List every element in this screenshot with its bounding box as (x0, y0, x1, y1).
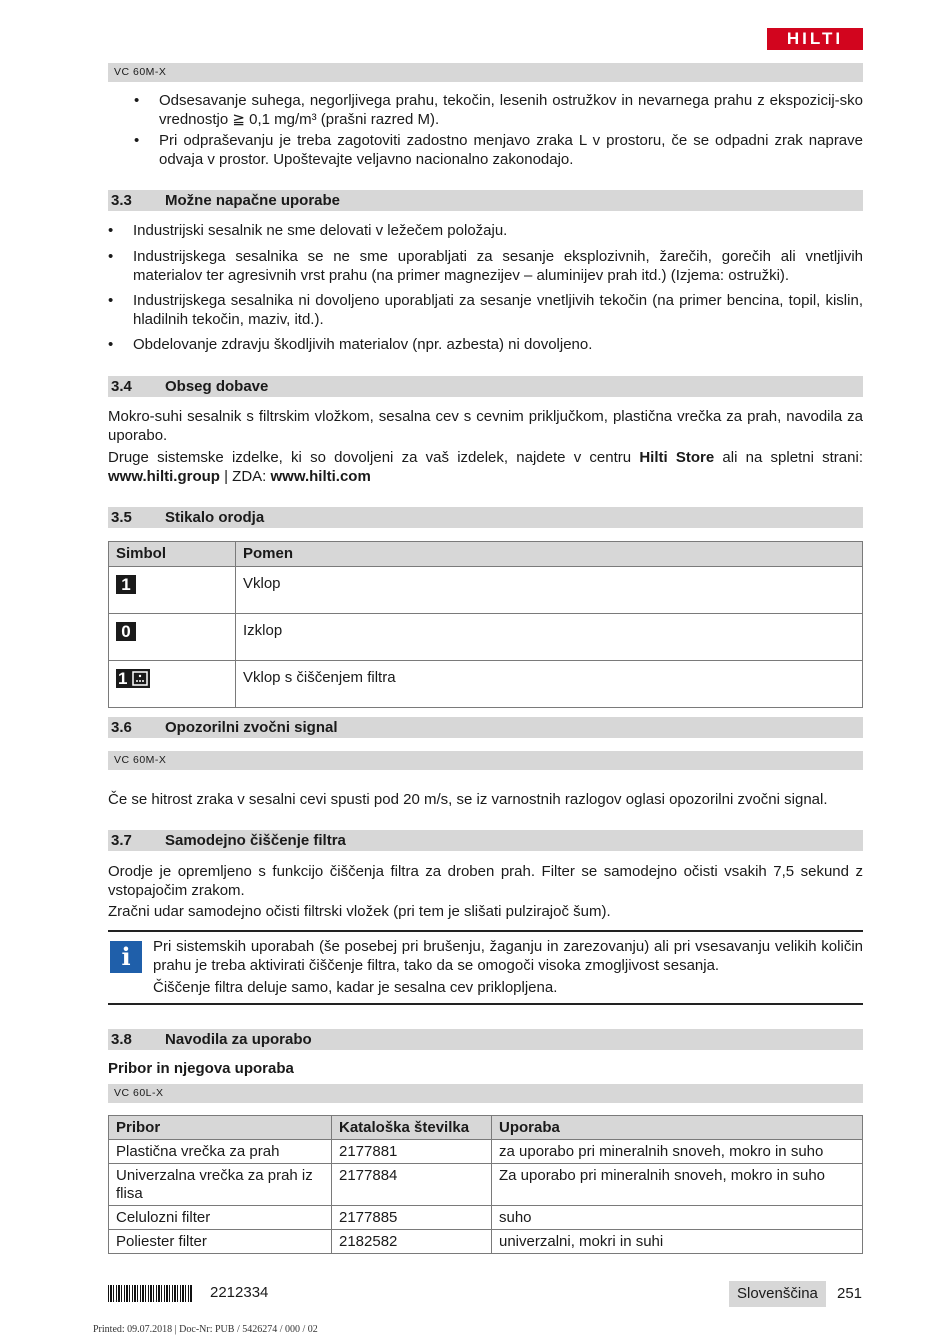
table-cell: univerzalni, mokri in suhi (492, 1230, 863, 1254)
section-title: Stikalo orodja (165, 509, 265, 526)
column-header: Pribor (109, 1116, 332, 1140)
section-heading-3-5 (108, 507, 863, 528)
bullet-icon: • (134, 92, 140, 109)
on-with-filter-cleaning-icon: 1 (116, 669, 150, 688)
page-number: 251 (837, 1285, 863, 1302)
table-header-row (109, 1116, 863, 1140)
section-title: Opozorilni zvočni signal (165, 719, 338, 736)
table-cell: 2177881 (332, 1140, 492, 1164)
table-row (109, 567, 863, 614)
off-switch-icon: 0 (116, 622, 136, 641)
section-number: 3.5 (111, 509, 132, 526)
section-heading-3-7 (108, 830, 863, 851)
section-heading-3-4 (108, 376, 863, 397)
air-pulse-text: Zračni udar samodejno očisti filtrski vložek (pri tem je slišati pulzirajoč šum). (108, 903, 611, 920)
column-header: Pomen (236, 542, 863, 567)
divider (108, 1003, 863, 1005)
section-number: 3.4 (111, 378, 132, 395)
bullet-icon: • (134, 132, 140, 149)
doc-number: 2212334 (210, 1284, 269, 1301)
list-item (108, 335, 863, 354)
table-cell: Poliester filter (109, 1230, 332, 1254)
language-label: Slovenščina (729, 1281, 826, 1307)
table-row (109, 1230, 863, 1254)
section-number: 3.3 (111, 192, 132, 209)
table-cell: Celulozni filter (109, 1206, 332, 1230)
section-heading-3-3 (108, 190, 863, 211)
table-row (109, 1164, 863, 1206)
table-cell: 2177884 (332, 1164, 492, 1206)
info-icon: i (110, 941, 142, 973)
section-title: Samodejno čiščenje filtra (165, 832, 346, 849)
list-item (108, 247, 863, 285)
hilti-store-label: Hilti Store (639, 449, 715, 466)
hilti-logo: HILTI (767, 28, 863, 50)
bullet-icon: • (108, 222, 114, 239)
column-header: Kataloška številka (332, 1116, 492, 1140)
section-heading-3-8 (108, 1029, 863, 1050)
hilti-com-link[interactable]: www.hilti.com (270, 468, 371, 485)
model-bar: VC 60M-X (108, 63, 863, 82)
table-row (109, 661, 863, 708)
bullet-text: Odsesavanje suhega, negorljivega prahu, tekočin, lesenih ostružkov in nevarnega prahu z ekspozicij-sko vrednostjo ≧ 0,1 mg/m³ (prašni razred M). (159, 92, 863, 128)
system-products-text: Druge sistemske izdelke, ki so dovoljeni za vaš izdelek, najdete v centru Hilti Store ali na spletni strani: www.hilti.group | ZDA: www.hilti.com (108, 449, 863, 485)
bullet-text: Industrijskega sesalnika se ne sme uporabljati za sesanje eksplozivnih, žarečih, gorečih ali vnetljivih materialov ter agresivnih vrst prahu (na primer magnezijev – aluminijev prah itd.) (Izjema: ostružki). (133, 248, 863, 284)
divider (108, 930, 863, 932)
section-number: 3.7 (111, 832, 132, 849)
symbol-cell (109, 661, 236, 708)
section-heading-3-6 (108, 717, 863, 738)
table-cell: Plastična vrečka za prah (109, 1140, 332, 1164)
switch-table (108, 541, 863, 708)
list-item (108, 291, 863, 329)
warning-signal-text: Če se hitrost zraka v sesalni cevi spusti pod 20 m/s, se iz varnostnih razlogov oglasi opozorilni zvočni signal. (108, 791, 828, 808)
section-number: 3.8 (111, 1031, 132, 1048)
meaning-cell: Vklop (236, 567, 863, 614)
table-cell: 2182582 (332, 1230, 492, 1254)
hilti-group-link[interactable]: www.hilti.group (108, 468, 220, 485)
meaning-cell: Vklop s čiščenjem filtra (236, 661, 863, 708)
info-note-text: Pri sistemskih uporabah (še posebej pri brušenju, žaganju in zarezovanju) ali pri vsesavanju velikih količin prahu je treba aktivirati čiščenje filtra, tako da se omogoči visoka zmogljivost sesanja. (153, 938, 863, 974)
table-row (109, 614, 863, 661)
filter-cleaning-text: Orodje je opremljeno s funkcijo čiščenja filtra za droben prah. Filter se samodejno očisti vsakih 7,5 sekund z vstopajočim zrakom. (108, 863, 863, 899)
model-bar: VC 60L-X (108, 1084, 863, 1103)
symbol-cell (109, 567, 236, 614)
table-row (109, 1140, 863, 1164)
bullet-icon: • (108, 248, 114, 265)
print-info: Printed: 09.07.2018 | Doc-Nr: PUB / 5426274 / 000 / 02 (93, 1324, 318, 1335)
bullet-text: Obdelovanje zdravju škodljivih materialov (npr. azbesta) ni dovoljeno. (133, 336, 593, 353)
table-row (109, 1206, 863, 1230)
accessories-table (108, 1115, 863, 1254)
table-cell: suho (492, 1206, 863, 1230)
model-bar: VC 60M-X (108, 751, 863, 770)
bullet-icon: • (108, 292, 114, 309)
table-cell: za uporabo pri mineralnih snoveh, mokro in suho (492, 1140, 863, 1164)
meaning-cell: Izklop (236, 614, 863, 661)
list-item (108, 221, 863, 240)
table-cell: 2177885 (332, 1206, 492, 1230)
table-cell: Za uporabo pri mineralnih snoveh, mokro in suho (492, 1164, 863, 1206)
column-header: Uporaba (492, 1116, 863, 1140)
column-header: Simbol (109, 542, 236, 567)
table-cell: Univerzalna vrečka za prah iz flisa (109, 1164, 332, 1206)
bullet-text: Industrijskega sesalnika ni dovoljeno uporabljati za sesanje vnetljivih tekočin (na primer bencina, topil, kislin, hladilnih tekočin, maziv, itd.). (133, 292, 863, 328)
on-switch-icon: 1 (116, 575, 136, 594)
info-note-text-2: Čiščenje filtra deluje samo, kadar je sesalna cev priklopljena. (153, 979, 558, 996)
bullet-text: Industrijski sesalnik ne sme delovati v ležečem položaju. (133, 222, 508, 239)
barcode-icon (108, 1285, 192, 1302)
subsection-title: Pribor in njegova uporaba (108, 1060, 294, 1077)
scope-of-delivery-text: Mokro-suhi sesalnik s filtrskim vložkom, sesalna cev s cevnim priključkom, plastična vrečka za prah, navodila za uporabo. (108, 408, 863, 444)
bullet-icon: • (108, 336, 114, 353)
table-header-row (109, 542, 863, 567)
section-number: 3.6 (111, 719, 132, 736)
list-item (134, 91, 863, 129)
bullet-text: Pri odpraševanju je treba zagotoviti zadostno menjavo zraka L v prostoru, če se odpadni zrak naprave odvaja v prostor. Upoštevajte veljavno nacionalno zakonodajo. (159, 132, 863, 168)
list-item (134, 131, 863, 169)
section-title: Možne napačne uporabe (165, 192, 341, 209)
section-title: Navodila za uporabo (165, 1031, 312, 1048)
section-title: Obseg dobave (165, 378, 269, 395)
symbol-cell (109, 614, 236, 661)
